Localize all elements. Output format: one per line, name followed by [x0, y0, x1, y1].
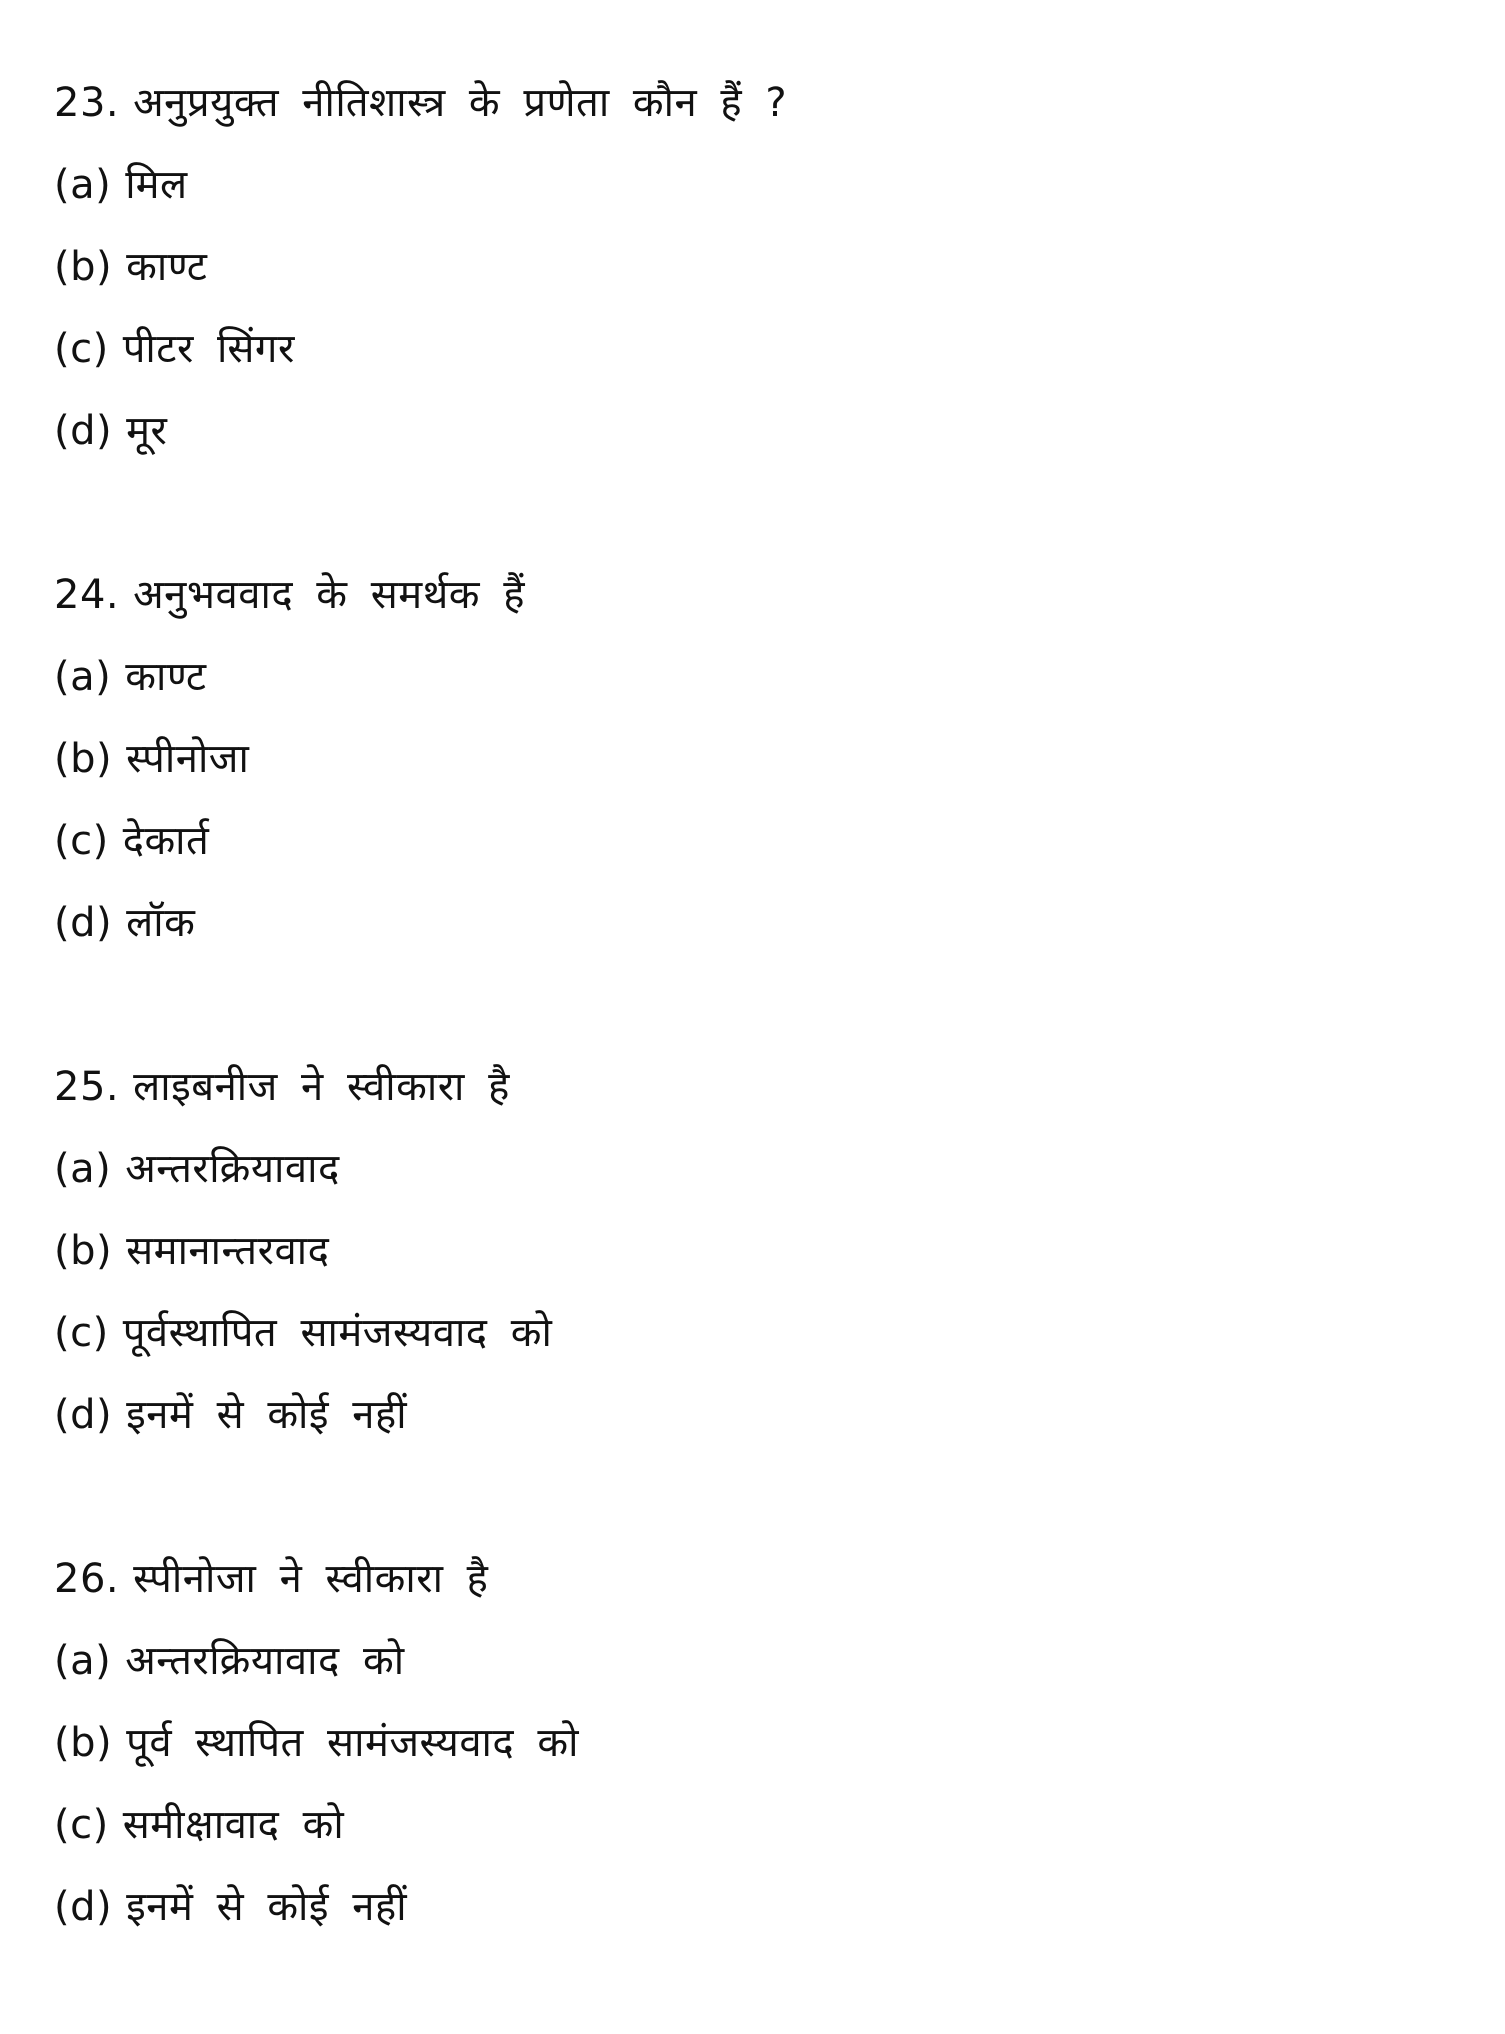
- option-text: पीटर सिंगर: [122, 326, 295, 372]
- option-label: (d): [54, 1392, 113, 1438]
- option-label: (a): [54, 1638, 112, 1684]
- option-label: (b): [54, 244, 113, 290]
- question-number: 26.: [54, 1556, 120, 1602]
- option-label: (a): [54, 654, 112, 700]
- option-text: काण्ट: [126, 244, 208, 290]
- question-text-line: [54, 554, 1454, 636]
- question-24: [54, 554, 1454, 964]
- question-text-line: [54, 1538, 1454, 1620]
- option-d: [54, 1866, 1454, 1948]
- option-text: अन्तरक्रियावाद: [125, 1146, 340, 1192]
- question-23: [54, 62, 1454, 472]
- option-label: (d): [54, 408, 113, 454]
- option-b: [54, 226, 1454, 308]
- option-label: (c): [54, 326, 109, 372]
- question-number: 23.: [54, 80, 120, 126]
- option-text: मिल: [125, 162, 188, 208]
- question-text: अनुभववाद के समर्थक हैं: [133, 572, 525, 618]
- question-text: स्पीनोजा ने स्वीकारा है: [133, 1556, 489, 1602]
- option-b: [54, 1210, 1454, 1292]
- option-text: देकार्त: [122, 818, 210, 864]
- option-text: अन्तरक्रियावाद को: [125, 1638, 405, 1684]
- option-label: (a): [54, 1146, 112, 1192]
- option-label: (c): [54, 1310, 109, 1356]
- option-d: [54, 882, 1454, 964]
- question-text: लाइबनीज ने स्वीकारा है: [133, 1064, 510, 1110]
- option-label: (d): [54, 1884, 113, 1930]
- option-c: [54, 1292, 1454, 1374]
- option-c: [54, 800, 1454, 882]
- option-text: समानान्तरवाद: [126, 1228, 330, 1274]
- option-label: (b): [54, 1228, 113, 1274]
- option-label: (c): [54, 1802, 109, 1848]
- option-label: (c): [54, 818, 109, 864]
- option-c: [54, 1784, 1454, 1866]
- question-text-line: [54, 1046, 1454, 1128]
- option-a: [54, 636, 1454, 718]
- option-text: इनमें से कोई नहीं: [126, 1884, 408, 1930]
- question-26: [54, 1538, 1454, 1948]
- option-d: [54, 1374, 1454, 1456]
- option-a: [54, 1620, 1454, 1702]
- question-text: अनुप्रयुक्त नीतिशास्त्र के प्रणेता कौन हैं ?: [133, 80, 788, 126]
- option-b: [54, 718, 1454, 800]
- option-text: मूर: [126, 408, 168, 454]
- option-text: लॉक: [126, 900, 196, 946]
- option-a: [54, 1128, 1454, 1210]
- option-label: (a): [54, 162, 112, 208]
- option-text: स्पीनोजा: [126, 736, 250, 782]
- option-text: इनमें से कोई नहीं: [126, 1392, 408, 1438]
- option-text: काण्ट: [125, 654, 207, 700]
- option-c: [54, 308, 1454, 390]
- option-label: (d): [54, 900, 113, 946]
- option-text: पूर्वस्थापित सामंजस्यवाद को: [122, 1310, 553, 1356]
- option-label: (b): [54, 736, 113, 782]
- question-text-line: [54, 62, 1454, 144]
- question-number: 24.: [54, 572, 120, 618]
- option-text: पूर्व स्थापित सामंजस्यवाद को: [126, 1720, 579, 1766]
- option-a: [54, 144, 1454, 226]
- option-d: [54, 390, 1454, 472]
- question-number: 25.: [54, 1064, 120, 1110]
- option-label: (b): [54, 1720, 113, 1766]
- option-text: समीक्षावाद को: [122, 1802, 345, 1848]
- option-b: [54, 1702, 1454, 1784]
- question-25: [54, 1046, 1454, 1456]
